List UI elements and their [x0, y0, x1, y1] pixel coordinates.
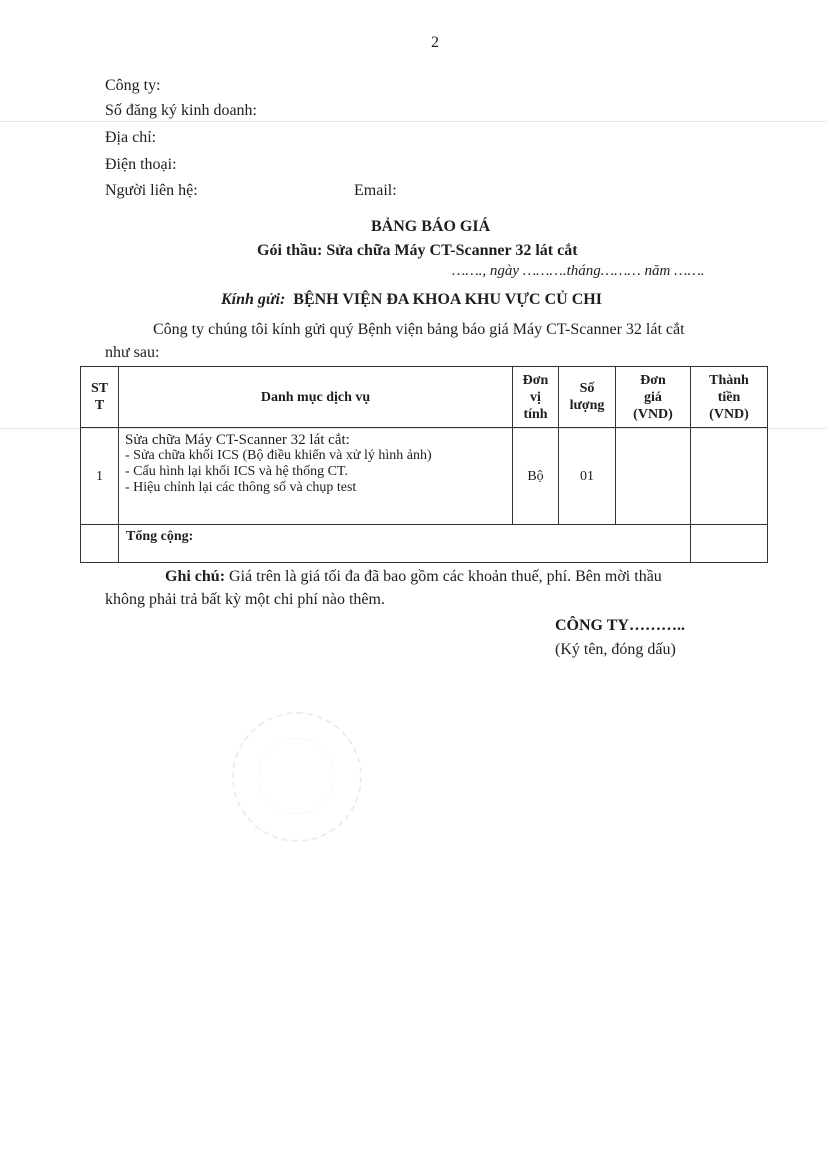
page-number: 2 — [431, 34, 439, 51]
intro-line-1: Công ty chúng tôi kính gửi quý Bệnh viện bảng báo giá Máy CT-Scanner 32 lát cắt — [153, 321, 685, 338]
row-unit-price — [616, 428, 691, 525]
header-amount: Thành tiền (VND) — [691, 367, 768, 428]
contact-person-label: Người liên hệ: — [105, 182, 198, 199]
header-stt: ST T — [81, 367, 119, 428]
signature-hint: (Ký tên, đóng dấu) — [555, 641, 676, 658]
faded-stamp — [232, 712, 362, 842]
row-quantity: 01 — [559, 428, 616, 525]
signature-company: CÔNG TY……….. — [555, 617, 685, 634]
table-row — [81, 428, 768, 525]
quotation-table — [80, 366, 768, 563]
row-service-description — [119, 428, 513, 525]
header-service: Danh mục dịch vụ — [119, 367, 513, 428]
row-amount — [691, 428, 768, 525]
row-unit: Bộ — [513, 428, 559, 525]
service-item: - Hiệu chỉnh lại các thông số và chụp test — [125, 480, 357, 495]
business-registration-label: Số đăng ký kinh doanh: — [105, 102, 257, 119]
note-line-2: không phải trả bất kỳ một chi phí nào thêm. — [105, 591, 385, 608]
note-label: Ghi chú: — [165, 568, 226, 585]
phone-label: Điện thoại: — [105, 156, 177, 173]
recipient-name: BỆNH VIỆN ĐA KHOA KHU VỰC CỦ CHI — [293, 291, 602, 308]
tender-package-line: Gói thầu: Sửa chữa Máy CT-Scanner 32 lát cắt — [257, 242, 578, 259]
date-line: ……., ngày ……….tháng……… năm ……. — [452, 263, 705, 279]
note-line-1 — [165, 567, 662, 587]
service-item: - Sửa chữa khối ICS (Bộ điều khiển và xử lý hình ảnh) — [125, 448, 432, 463]
address-label: Địa chỉ: — [105, 129, 157, 146]
total-value — [691, 525, 768, 563]
table-header-row — [81, 367, 768, 428]
header-unit-price: Đơn giá (VND) — [616, 367, 691, 428]
row-stt: 1 — [81, 428, 119, 525]
table-total-row — [81, 525, 768, 563]
header-quantity: Số lượng — [559, 367, 616, 428]
intro-line-2: như sau: — [105, 344, 160, 361]
total-empty-cell — [81, 525, 119, 563]
service-item: - Cấu hình lại khối ICS và hệ thống CT. — [125, 464, 348, 479]
document-title: BẢNG BÁO GIÁ — [371, 218, 491, 235]
recipient-line — [221, 290, 602, 310]
email-label: Email: — [354, 182, 397, 199]
scan-artifact-line — [0, 121, 827, 122]
company-label: Công ty: — [105, 77, 161, 94]
total-label: Tổng cộng: — [119, 525, 691, 563]
header-unit: Đơn vị tính — [513, 367, 559, 428]
recipient-label: Kính gửi: — [221, 291, 286, 308]
note-text-1: Giá trên là giá tối đa đã bao gồm các khoản thuế, phí. Bên mời thầu — [229, 568, 662, 585]
service-title: Sửa chữa Máy CT-Scanner 32 lát cắt: — [125, 432, 350, 448]
